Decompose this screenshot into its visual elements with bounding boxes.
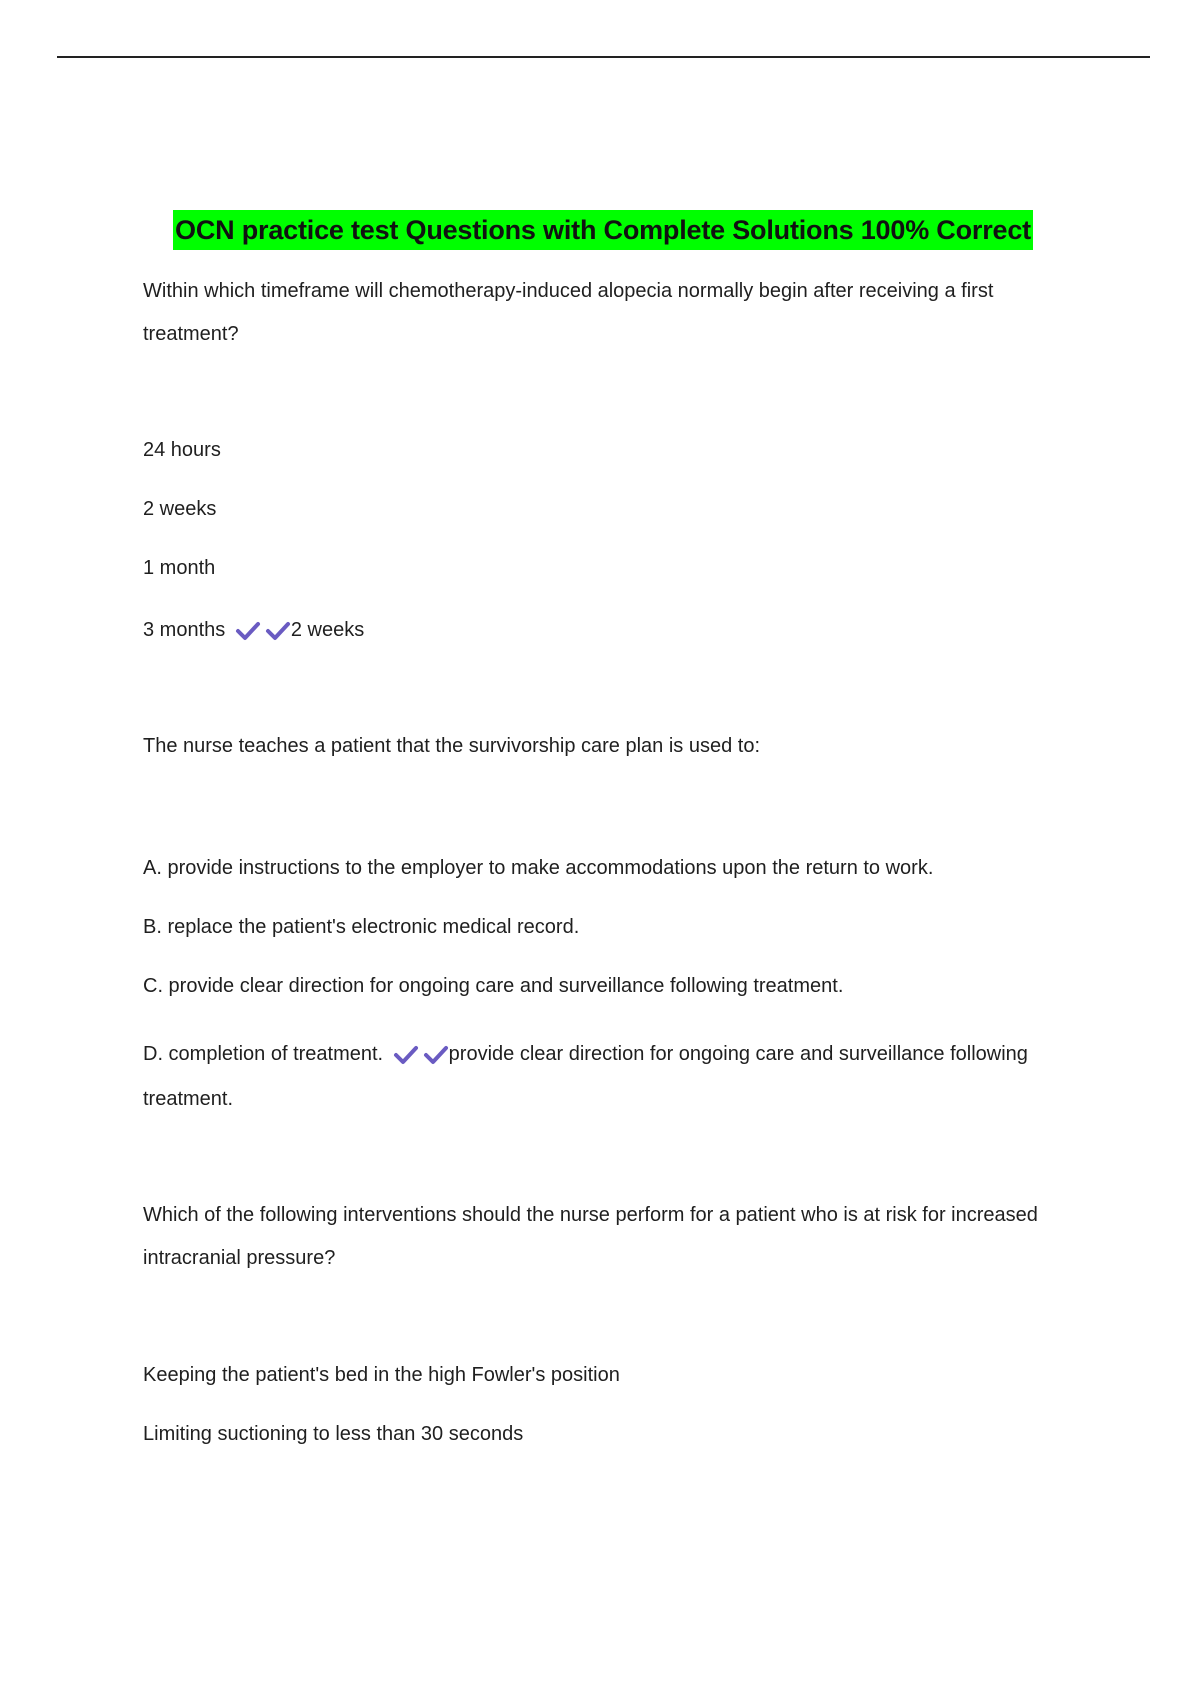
question-2-option-d-line	[143, 1032, 1063, 1122]
document-body	[143, 210, 1063, 1448]
checkmark-icon	[393, 1044, 419, 1066]
question-2-option-d: D. completion of treatment.	[143, 1043, 384, 1065]
question-3-text: Which of the following interventions should the nurse perform for a patient who is at risk for increased intracranial pressure?	[143, 1204, 1038, 1269]
question-1-option-1: 24 hours	[143, 439, 221, 461]
question-1-option-3: 1 month	[143, 557, 216, 579]
question-1-text: Within which timeframe will chemotherapy-induced alopecia normally begin after receiving a first treatment?	[143, 280, 994, 345]
question-1-option-4: 3 months	[143, 619, 226, 641]
checkmark-icon	[423, 1044, 449, 1066]
question-1-option-4-line	[143, 616, 1063, 644]
document-title: OCN practice test Questions with Complete Solutions 100% Correct	[173, 210, 1033, 250]
question-2-option-c: C. provide clear direction for ongoing care and surveillance following treatment.	[143, 975, 844, 997]
question-2-text: The nurse teaches a patient that the survivorship care plan is used to:	[143, 735, 761, 757]
question-2-option-b: B. replace the patient's electronic medical record.	[143, 916, 580, 938]
question-3-option-1: Keeping the patient's bed in the high Fowler's position	[143, 1364, 620, 1386]
question-3-option-2: Limiting suctioning to less than 30 seconds	[143, 1423, 524, 1445]
question-1-option-2: 2 weeks	[143, 498, 217, 520]
checkmark-icon	[235, 620, 261, 642]
title-wrapper	[123, 210, 1083, 250]
header-rule	[57, 56, 1150, 58]
checkmark-icon	[265, 620, 291, 642]
question-2-answer: provide clear direction for ongoing care and surveillance following treatment.	[143, 1043, 1028, 1110]
question-2-option-a: A. provide instructions to the employer to make accommodations upon the return to work.	[143, 857, 934, 879]
question-1-answer: 2 weeks	[290, 619, 365, 641]
